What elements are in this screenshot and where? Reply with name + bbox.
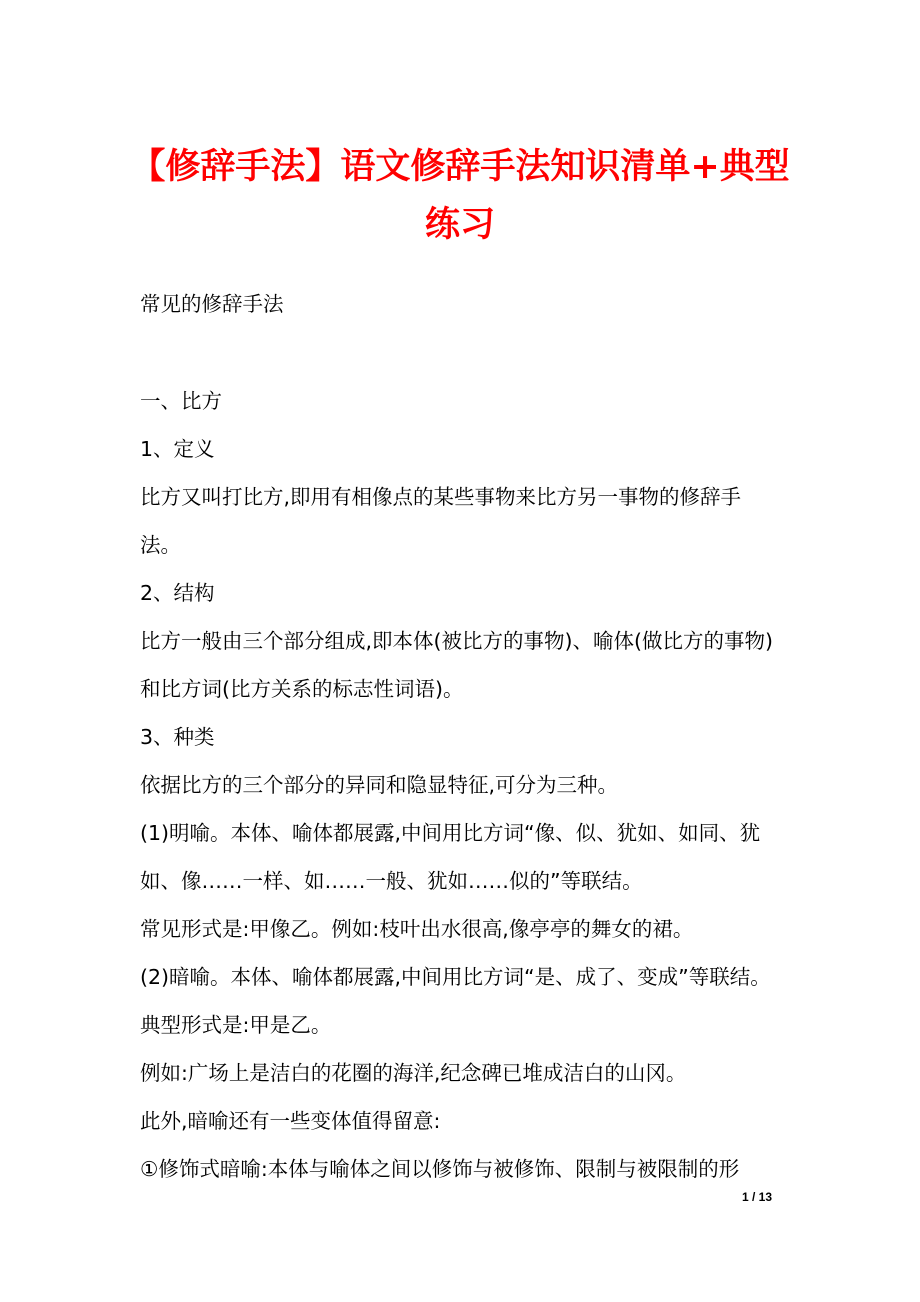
subheading-definition: 1、定义	[140, 437, 215, 461]
paragraph-line: 和比方词(比方关系的标志性词语)。	[140, 677, 464, 701]
paragraph-line: ①修饰式暗喻:本体与喻体之间以修饰与被修饰、限制与被限制的形	[140, 1157, 740, 1181]
subheading-types: 3、种类	[140, 725, 215, 749]
subheading-structure: 2、结构	[140, 581, 215, 605]
paragraph-line: (2)暗喻。本体、喻体都展露,中间用比方词“是、成了、变成”等联结。	[140, 965, 771, 989]
section-subtitle: 常见的修辞手法	[140, 292, 284, 316]
document-title	[100, 138, 820, 254]
paragraph-line: 常见形式是:甲像乙。例如:枝叶出水很高,像亭亭的舞女的裙。	[140, 917, 694, 941]
paragraph-line: 依据比方的三个部分的异同和隐显特征,可分为三种。	[140, 773, 619, 797]
paragraph-line: (1)明喻。本体、喻体都展露,中间用比方词“像、似、犹如、如同、犹	[140, 821, 761, 845]
paragraph-line: 此外,暗喻还有一些变体值得留意:	[140, 1109, 441, 1133]
paragraph-line: 比方又叫打比方,即用有相像点的某些事物来比方另一事物的修辞手	[140, 485, 742, 509]
paragraph-line: 典型形式是:甲是乙。	[140, 1013, 332, 1037]
paragraph-line: 例如:广场上是洁白的花圈的海洋,纪念碑已堆成洁白的山冈。	[140, 1061, 687, 1085]
page-number: 1 / 13	[742, 1190, 773, 1204]
title-line-1: 【修辞手法】语文修辞手法知识清单+典型	[130, 147, 790, 187]
paragraph-line: 法。	[140, 533, 181, 557]
heading-metaphor: 一、比方	[140, 389, 222, 413]
paragraph-line: 如、像……一样、如……一般、犹如……似的”等联结。	[140, 869, 643, 893]
title-line-2: 练习	[424, 205, 495, 245]
paragraph-line: 比方一般由三个部分组成,即本体(被比方的事物)、喻体(做比方的事物)	[140, 629, 774, 653]
